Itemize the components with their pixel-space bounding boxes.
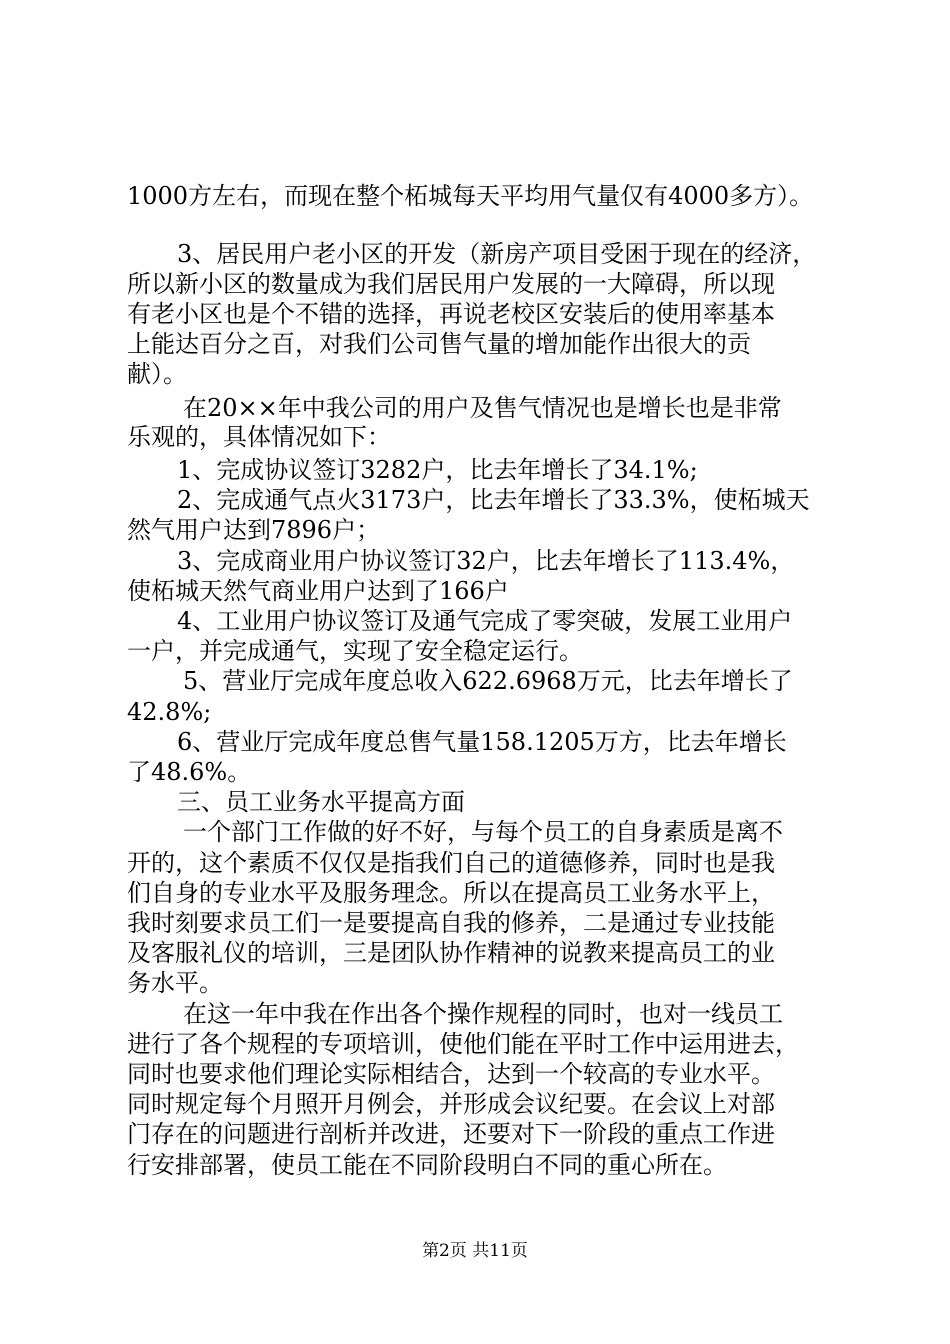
list-item-4: 4、工业用户协议签订及通气完成了零突破，发展工业用户 <box>177 607 793 635</box>
list-item-2: 2、完成通气点火3173户，比去年增长了33.3%，使柘城天 <box>177 486 810 514</box>
body-line-15: 在这一年中我在作出各个操作规程的同时，也对一线员工 <box>183 1000 783 1028</box>
list-item-5: 5、营业厅完成年度总收入622.6968万元，比去年增长了 <box>183 667 793 695</box>
body-line-8: 乐观的，具体情况如下： <box>127 423 391 451</box>
list-item-3-cont: 使柘城天然气商业用户达到了166户 <box>127 577 509 605</box>
list-item-3: 3、完成商业用户协议签订32户，比去年增长了113.4%， <box>177 547 795 575</box>
page-number: 第2页 共11页 <box>422 1241 528 1261</box>
body-line-13: 及客服礼仪的培训，三是团队协作精神的说教来提高员工的业 <box>127 939 775 967</box>
body-line-4: 有老小区也是个不错的选择，再说老校区安装后的使用率基本 <box>127 300 775 328</box>
list-item-6-cont: 了48.6%。 <box>127 758 252 786</box>
list-item-6: 6、营业厅完成年度总售气量158.1205万方，比去年增长 <box>177 728 787 756</box>
list-item-4-cont: 一户，并完成通气，实现了安全稳定运行。 <box>127 637 583 665</box>
body-line-9: 一个部门工作做的好不好，与每个员工的自身素质是离不 <box>183 818 783 846</box>
body-line-7: 在20××年中我公司的用户及售气情况也是增长也是非常 <box>183 394 782 422</box>
section-heading: 三、员工业务水平提高方面 <box>177 788 465 816</box>
body-line-6: 献）。 <box>127 360 187 388</box>
body-line-2: 3、居民用户老小区的开发（新房产项目受困于现在的经济， <box>177 240 817 268</box>
body-line-16: 进行了各个规程的专项培训，使他们能在平时工作中运用进去， <box>127 1030 799 1058</box>
body-line-20: 行安排部署，使员工能在不同阶段明白不同的重心所在。 <box>127 1151 727 1179</box>
body-line-14: 务水平。 <box>127 969 223 997</box>
body-line-1: 1000方左右，而现在整个柘城每天平均用气量仅有4000多方）。 <box>127 182 814 210</box>
list-item-1: 1、完成协议签订3282户，比去年增长了34.1%; <box>177 456 698 484</box>
list-item-2-cont: 然气用户达到7896户； <box>127 516 381 544</box>
body-line-17: 同时也要求他们理论实际相结合，达到一个较高的专业水平。 <box>127 1060 775 1088</box>
body-line-5: 上能达百分之百，对我们公司售气量的增加能作出很大的贡 <box>127 330 751 358</box>
list-item-5-cont: 42.8%; <box>127 698 212 726</box>
body-line-18: 同时规定每个月照开月例会，并形成会议纪要。在会议上对部 <box>127 1090 775 1118</box>
body-line-3: 所以新小区的数量成为我们居民用户发展的一大障碍，所以现 <box>127 270 775 298</box>
body-line-10: 开的，这个素质不仅仅是指我们自己的道德修养，同时也是我 <box>127 849 775 877</box>
body-line-12: 我时刻要求员工们一是要提高自我的修养，二是通过专业技能 <box>127 909 775 937</box>
body-line-19: 门存在的问题进行剖析并改进，还要对下一阶段的重点工作进 <box>127 1120 775 1148</box>
body-line-11: 们自身的专业水平及服务理念。所以在提高员工业务水平上， <box>127 879 775 907</box>
